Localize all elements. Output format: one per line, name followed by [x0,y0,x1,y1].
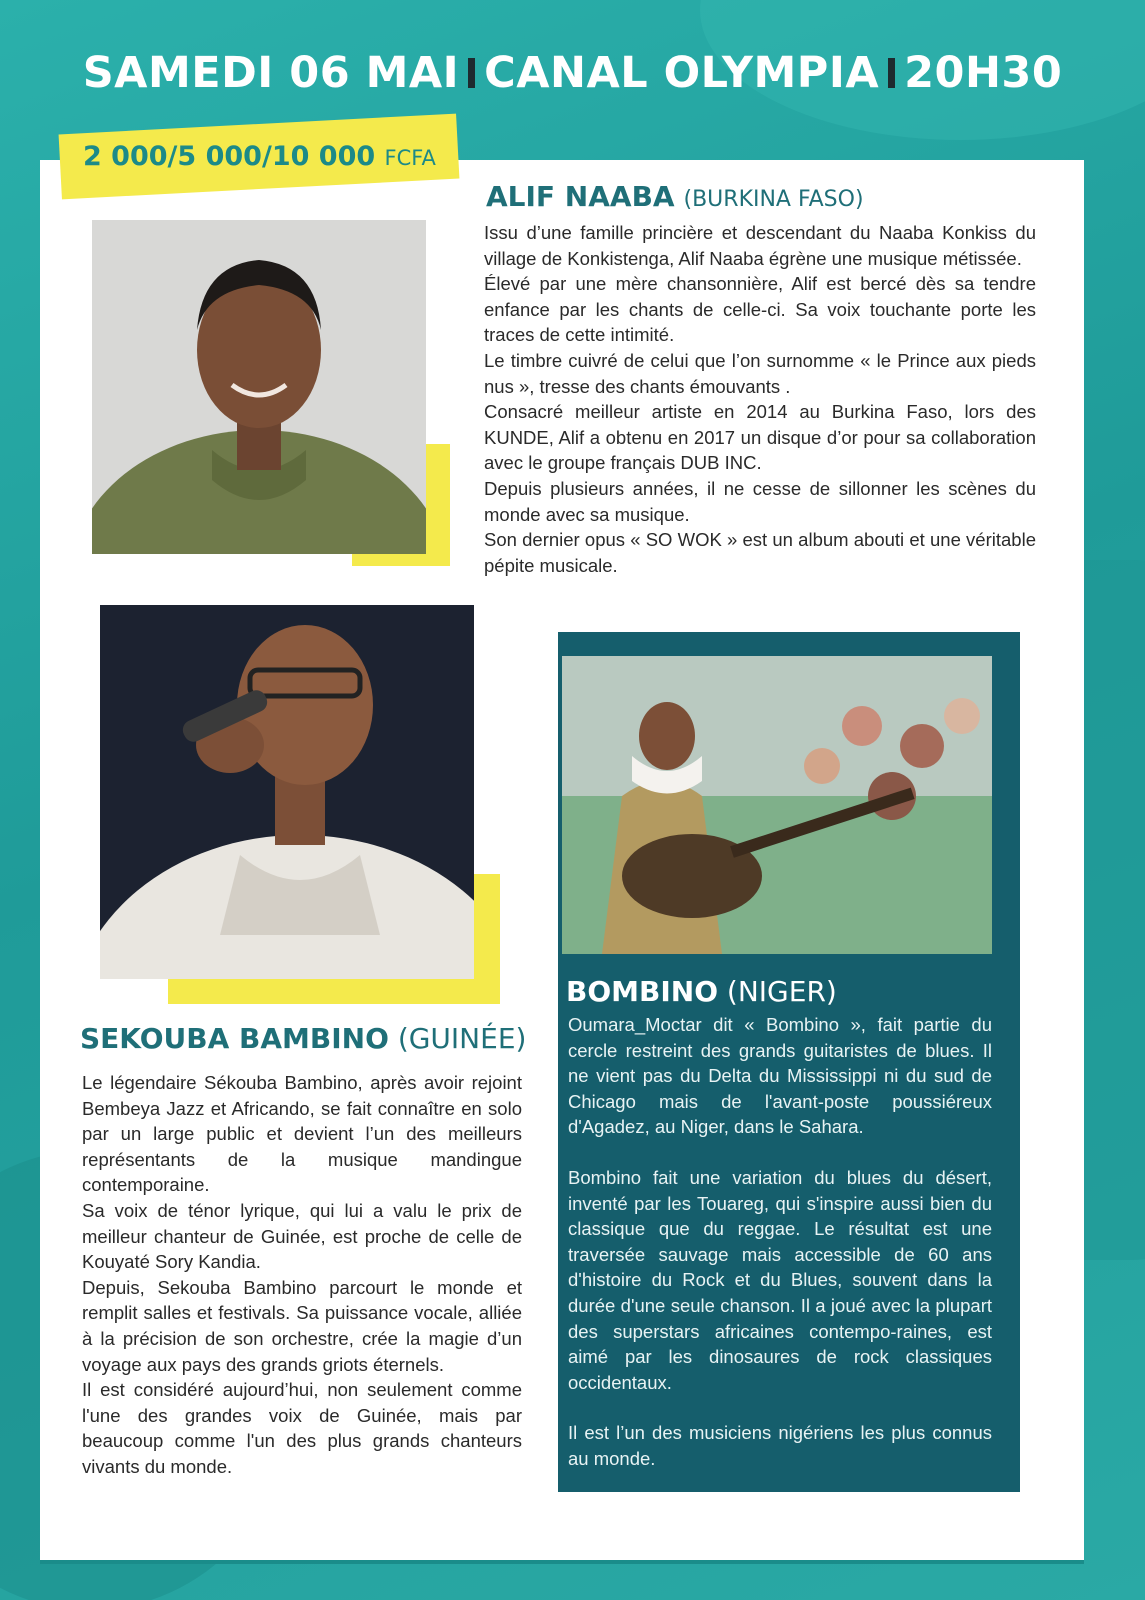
bio-paragraph: Le légendaire Sékouba Bambino, après avoir rejoint Bembeya Jazz et Africando, se fait connaître en solo par un large public et devient l’un des meilleurs représentants de la musique mandingue contemporaine. [82,1072,522,1196]
bio-paragraph: Bombino fait une variation du blues du désert, inventé par les Touareg, qui s'inspire aussi bien du classique que du reggae. Le résultat est une traversée sauvage mais accessible de 60 ans d'histoire du Rock et du Blues, souvent dans la durée d'une seule chanson. Il a joué avec la plupart des superstars africaines contempo-raines, est aimé par les dinosaures de rock classiques occidentaux. [568,1166,992,1393]
bio-paragraph: Il est l’un des musiciens nigériens les plus connus au monde. [568,1422,992,1469]
artist-name: BOMBINO [566,975,719,1008]
bombino-photo [562,656,992,954]
artist-country: (GUINÉE) [397,1022,527,1055]
artist-country: (NIGER) [726,975,837,1008]
bio-paragraph: Consacré meilleur artiste en 2014 au Burkina Faso, lors des KUNDE, Alif a obtenu en 2017 un disque d’or pour sa collaboration avec le groupe français DUB INC. [484,401,1036,474]
sekouba-bambino-photo [100,605,474,979]
bombino-title [566,975,837,1008]
alif-naaba-title [486,180,864,213]
bio-paragraph: Depuis, Sekouba Bambino parcourt le monde et remplit salles et festivals. Sa puissance vocale, alliée à la précision de son orchestre, crée la magie d’un voyage aux pays des grands griots éternels. [82,1276,522,1375]
price-amounts: 2 000/5 000/10 000 [82,141,375,173]
event-time: 20H30 [904,48,1063,98]
bio-paragraph: Élevé par une mère chansonnière, Alif est bercé dès sa tendre enfance par les chants de celle-ci. Sa voix touchante porte les traces de cette intimité. [484,273,1036,346]
alif-naaba-bio [484,220,1036,578]
event-header [0,48,1145,98]
price-currency: FCFA [384,146,436,171]
separator [888,58,895,88]
event-date: SAMEDI 06 MAI [82,48,460,98]
sekouba-bambino-bio [82,1070,522,1480]
event-venue: CANAL OLYMPIA [484,48,880,98]
divider [40,1560,1084,1564]
artist-name: ALIF NAABA [486,180,675,213]
bio-paragraph: Son dernier opus « SO WOK » est un album abouti et une véritable pépite musicale. [484,529,1036,576]
artist-country: (BURKINA FASO) [683,187,864,212]
bombino-bio [568,1012,992,1472]
bio-paragraph: Depuis plusieurs années, il ne cesse de sillonner les scènes du monde avec sa musique. [484,477,1036,525]
bio-paragraph: Il est considéré aujourd’hui, non seulement comme l'une des grandes voix de Guinée, mais par beaucoup comme l'un des plus grands chanteurs vivants du monde. [82,1379,522,1477]
sekouba-bambino-title [80,1022,526,1055]
bio-paragraph: Le timbre cuivré de celui que l’on surnomme « le Prince aux pieds nus », tresse des chants émouvants . [484,349,1036,397]
bio-paragraph: Oumara_Moctar dit « Bombino », fait partie du cercle restreint des grands guitaristes de blues. Il ne vient pas du Delta du Mississippi ni du sud de Chicago mais de l'avant-poste poussiéreux d'Agadez, au Niger, dans le Sahara. [568,1014,992,1138]
artist-name: SEKOUBA BAMBINO [80,1022,389,1055]
bio-paragraph: Sa voix de ténor lyrique, qui lui a valu le prix de meilleur chanteur de Guinée, est proche de celle de Kouyaté Sory Kandia. [82,1199,522,1273]
separator [468,58,475,88]
alif-naaba-photo [92,220,426,554]
bio-paragraph: Issu d’une famille princière et descendant du Naaba Konkiss du village de Konkistenga, Alif Naaba égrène une musique métissée. [484,222,1036,269]
